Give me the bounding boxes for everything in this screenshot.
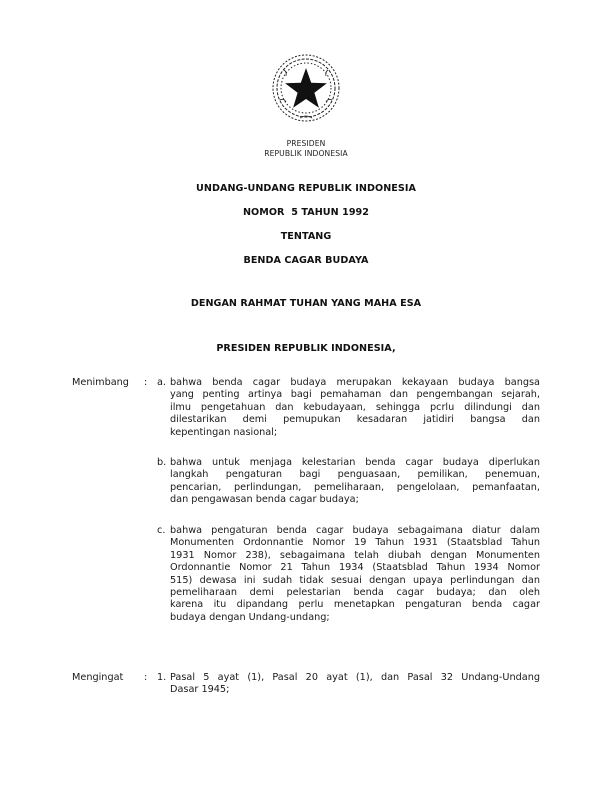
item-text <box>170 457 540 507</box>
text-line: Pasal 5 ayat (1), Pasal 20 ayat (1), dan Pasal 32 Undang-Undang <box>170 672 540 683</box>
issuer: PRESIDEN REPUBLIK INDONESIA, <box>216 343 396 354</box>
item-marker: a. <box>157 377 167 388</box>
text-line: pencarian, perlindungan, pemeliharaan, pengelolaan, pemanfaatan, <box>170 481 540 493</box>
text-line: yang penting artinya bagi pemahaman dan pengembangan sejarah, <box>170 389 540 401</box>
text-line: ilmu pengetahuan dan kebudayaan, sehingga pcrlu dilindungi dan <box>170 401 540 413</box>
emblem-caption-presiden: PRESIDEN <box>286 139 326 148</box>
law-number: NOMOR 5 TAHUN 1992 <box>242 207 370 218</box>
item-text <box>170 525 540 624</box>
text-line: karena itu dipandang perlu menetapkan pengaturan benda cagar <box>170 599 540 611</box>
text-line: bahwa benda cagar budaya merupakan kekayaan budaya bangsa <box>170 377 540 388</box>
text-line: pemeliharaan demi pelestarian benda cagar budaya; dan oleh <box>170 587 540 599</box>
item-text <box>170 672 540 697</box>
text-line: langkah pengaturan bagi penguasaan, pemilikan, penemuan, <box>170 469 540 481</box>
text-line: 515) dewasa ini sudah tidak sesuai dengan upaya perlindungan dan <box>170 574 540 586</box>
item-marker: b. <box>157 457 167 468</box>
text-line: kepentingan nasional; <box>170 426 278 438</box>
text-line: Monumenten Ordonnantie Nomor 19 Tahun 1931 (Staatsblad Tahun <box>170 537 540 549</box>
menimbang-label: Menimbang <box>72 377 129 388</box>
law-tentang: TENTANG <box>280 231 332 242</box>
law-title: UNDANG-UNDANG REPUBLIK INDONESIA <box>196 183 416 194</box>
text-line: bahwa untuk menjaga kelestarian benda cagar budaya diperlukan <box>170 457 540 468</box>
item-marker: 1. <box>157 672 167 683</box>
text-line: Dasar 1945; <box>170 684 230 696</box>
text-line: dan pengawasan benda cagar budaya; <box>170 494 359 506</box>
text-line: 1931 Nomor 238), sebagaimana telah diubah dengan Monumenten <box>170 549 540 561</box>
emblem-caption-republik-indonesia: REPUBLIK INDONESIA <box>264 149 348 158</box>
text-line: dilestarikan demi pemupukan kesadaran jatidiri bangsa dan <box>170 414 540 426</box>
mengingat-colon: : <box>144 672 148 683</box>
law-subject: BENDA CAGAR BUDAYA <box>243 255 369 266</box>
mengingat-label: Mengingat <box>72 672 124 683</box>
text-line: budaya dengan Undang-undang; <box>170 611 330 623</box>
item-marker: c. <box>157 525 166 536</box>
text-line: bahwa pengaturan benda cagar budaya sebagaimana diatur dalam <box>170 525 540 536</box>
invocation: DENGAN RAHMAT TUHAN YANG MAHA ESA <box>190 298 422 309</box>
item-text <box>170 377 540 439</box>
text-line: Ordonnantie Nomor 21 Tahun 1934 (Staatsblad Tahun 1934 Nomor <box>170 562 540 574</box>
menimbang-colon: : <box>144 377 148 388</box>
garuda-star-wreath-emblem-icon <box>270 52 342 124</box>
